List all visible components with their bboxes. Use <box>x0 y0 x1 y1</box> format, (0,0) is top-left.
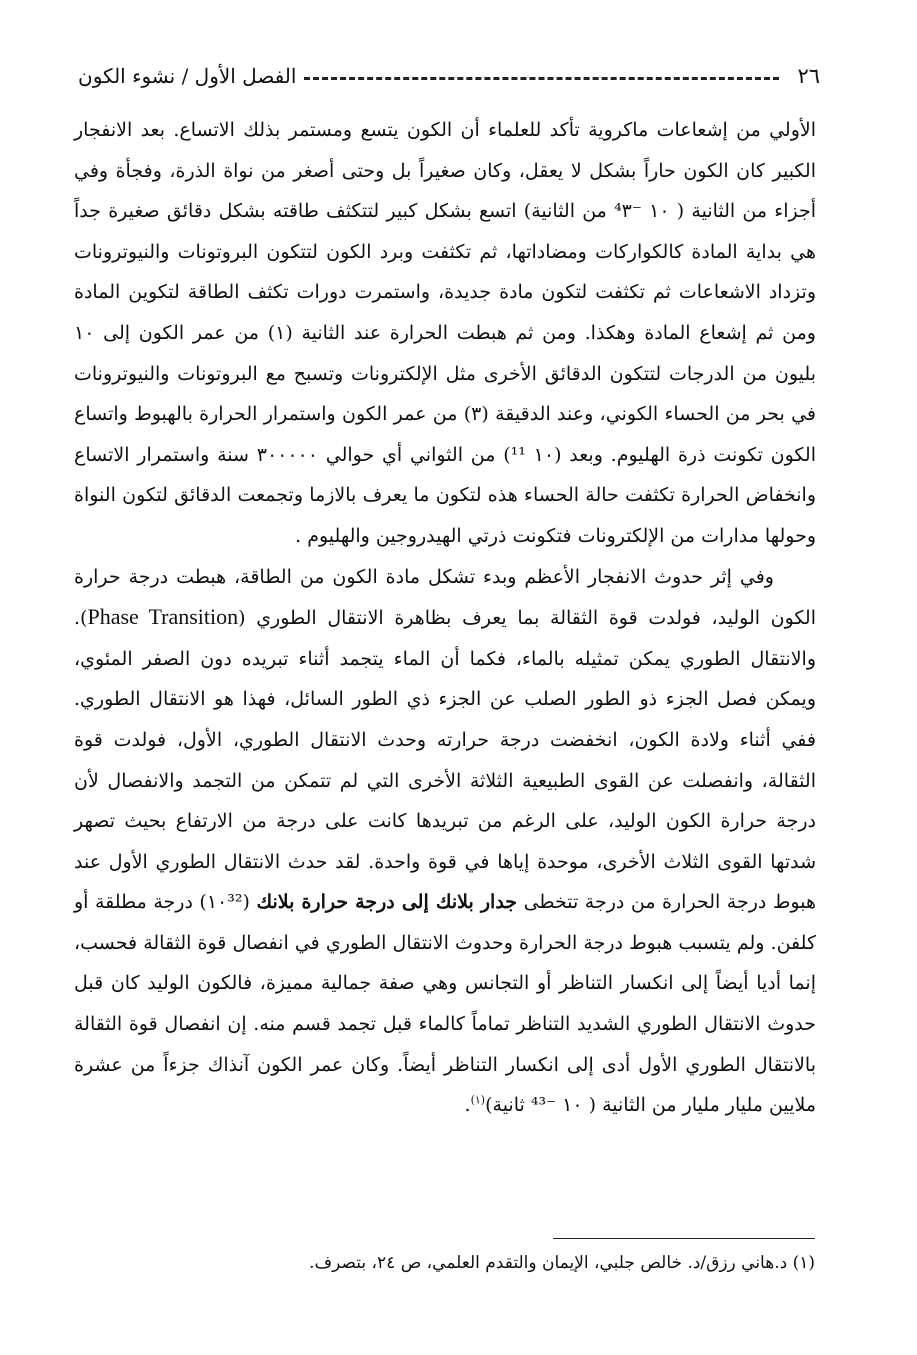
footnote: (١) د.هاني رزق/د. خالص جلبي، الإيمان والتقدم العلمي، ص ٢٤، بتصرف. <box>309 1253 815 1273</box>
latin-term: Phase Transition <box>87 604 239 630</box>
header-divider <box>304 77 779 80</box>
paragraph-2-part-c: (١٠³²) درجة مطلقة أو كلفن. ولم يتسبب هبوط درجة الحرارة وحدوث الانتقال الطوري في انفصال قوة الثقالة فحسب، إنما أديا أيضاً إلى انكسار التناظر أو التجانس وهي صفة جمالية مميزة، فالكون الوليد كان قبل حدوث الانتقال الطوري الشديد التناظر تماماً كالماء قبل تجمد قسم منه. إن انفصال قوة الثقالة بالانتقال الطوري الأول أدى إلى انكسار التناظر أيضاً. وكان عمر الكون آنذاك جزءاً من عشرة ملايين مليار مليار من الثانية ( ١٠ ⁻⁴³ ثانية) <box>74 891 816 1117</box>
main-text <box>74 110 816 1126</box>
paragraph-2-part-b: ). والانتقال الطوري يمكن تمثيله بالماء، فكما أن الماء يتجمد أثناء تبريده دون الصفر المئوي، ويمكن فصل الجزء ذو الطور الصلب عن الجزء ذي الطور السائل، فهذا هو الانتقال الطوري. ففي أثناء ولادة الكون، انخفضت درجة حرارته وحدث الانتقال الطوري، الأول، فولدت قوة الثقالة، وانفصلت عن القوى الطبيعية الثلاثة الأخرى التي لم تتمكن من التجمد والانفصال لأن درجة حرارة الكون الوليد، على الرغم من تبريدها كانت على درجة من الارتفاع بحيث تصهر شدتها القوى الثلاث الأخرى، موحدة إياها في قوة واحدة. لقد حدث الانتقال الطوري الأول عند هبوط درجة الحرارة من درجة تتخطى <box>74 607 817 914</box>
bold-term: جدار بلانك إلى درجة حرارة بلانك <box>256 891 518 914</box>
page-number: ٢٦ <box>797 64 820 88</box>
paragraph-2-part-a: وفي إثر حدوث الانفجار الأعظم وبدء تشكل مادة الكون من الطاقة، هبطت درجة حرارة الكون الوليد، فولدت قوة الثقالة بما يعرف بظاهرة الانتقال الطوري ( <box>74 565 816 630</box>
page-header <box>78 58 820 94</box>
paragraph-2 <box>74 557 816 1126</box>
footnote-rule <box>553 1238 815 1239</box>
footnote-reference: (١) <box>470 1093 486 1107</box>
paragraph-2-end: . <box>464 1094 471 1117</box>
paragraph-1: الأولي من إشعاعات ماكروية تأكد للعلماء أن الكون يتسع ومستمر بذلك الاتساع. بعد الانفجار الكبير كان الكون حاراً بشكل لا يعقل، وكان صغيراً بل وحتى أصغر من نواة الذرة، وفجأة وفي أجزاء من الثانية ( ١٠ ⁻⁴٣ من الثانية) اتسع بشكل كبير لتتكثف طاقته بشكل دقائق صغيرة جداً هي بداية المادة كالكواركات ومضاداتها، ثم تكثفت وبرد الكون لتتكون البروتونات والنيوترونات وتزداد الاشعاعات ثم تكثفت لتكون مادة جديدة، واستمرت دورات تكثف الطاقة لتكوين المادة ومن ثم إشعاع المادة وهكذا. ومن ثم هبطت الحرارة عند الثانية (١) من عمر الكون إلى ١٠ بليون من الدرجات لتتكون الدقائق الأخرى مثل الإلكترونات وتسبح مع البروتونات والنيوترونات في بحر من الحساء الكوني، وعند الدقيقة (٣) من عمر الكون واستمرار الحرارة بالهبوط واتساع الكون تكونت ذرة الهليوم. وبعد (١٠ ¹¹) من الثواني أي حوالي ٣٠٠٠٠٠ سنة واستمرار الاتساع وانخفاض الحرارة تكثفت حالة الحساء هذه لتكون ما يعرف بالازما وتجمعت الدقائق لتكون النواة وحولها مدارات من الإلكترونات فتكونت ذرتي الهيدروجين والهليوم . <box>74 119 817 547</box>
chapter-title: الفصل الأول / نشوء الكون <box>78 64 297 88</box>
